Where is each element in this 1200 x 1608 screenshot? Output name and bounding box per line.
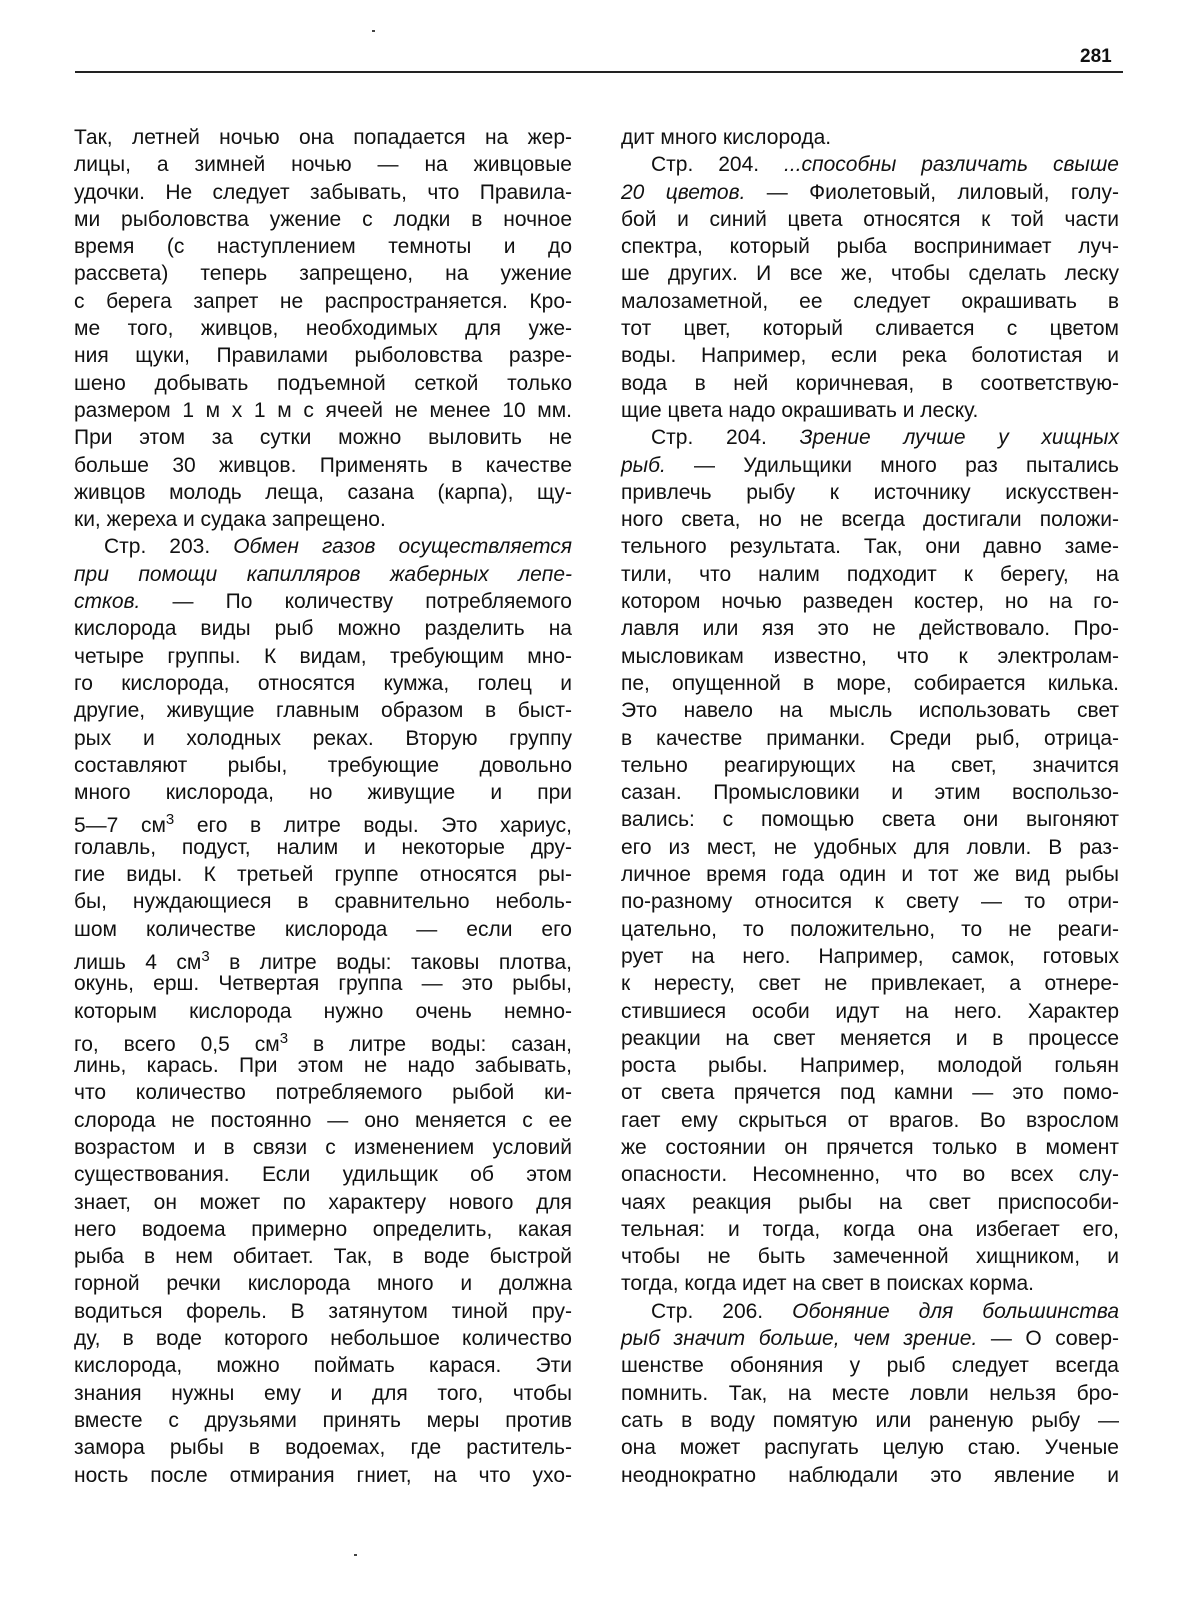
- text-line: [621, 643, 1119, 670]
- text-line: [74, 970, 572, 997]
- text-line: [74, 779, 572, 806]
- text-line: [74, 916, 572, 943]
- text-line: [621, 998, 1119, 1025]
- text-run: вались: с помощью света они выгоняют: [621, 808, 1119, 831]
- text-run: гие виды. К третьей группе относятся ры-: [74, 863, 572, 886]
- text-run: воды. Например, если река болотистая и: [621, 344, 1119, 367]
- header-rule: [75, 71, 1123, 73]
- text-line: [74, 452, 572, 479]
- text-run: по-разному относится к свету — то отри-: [621, 890, 1119, 913]
- text-line: [621, 233, 1119, 260]
- text-line: [74, 1079, 572, 1106]
- text-run: ния щуки, Правилами рыболовства разре-: [74, 344, 572, 367]
- text-line: [74, 806, 572, 833]
- text-line: [621, 1407, 1119, 1434]
- italic-heading: Обоняние для большинства: [792, 1300, 1119, 1323]
- text-line: [621, 806, 1119, 833]
- text-line: [621, 1462, 1119, 1489]
- text-line: [74, 315, 572, 342]
- text-run: окунь, ерш. Четвертая группа — это рыбы,: [74, 972, 572, 995]
- text-run: — Удильщики много раз пытались: [666, 454, 1119, 477]
- text-line: [74, 697, 572, 724]
- text-run: лицы, а зимней ночью — на живцовые: [74, 153, 572, 176]
- italic-heading: ...способны различать свыше: [784, 153, 1119, 176]
- text-run: щие цвета надо окрашивать и леску.: [621, 399, 978, 422]
- text-line: [74, 1298, 572, 1325]
- text-line: [621, 370, 1119, 397]
- text-run: знания нужны ему и для того, чтобы: [74, 1382, 572, 1405]
- text-run: линь, карась. При этом не надо забывать,: [74, 1054, 572, 1077]
- text-line: [74, 643, 572, 670]
- text-line: [621, 452, 1119, 479]
- text-run: кислорода, можно поймать карася. Эти: [74, 1354, 572, 1377]
- text-line: [74, 1462, 572, 1489]
- italic-heading: Зрение лучше у хищных: [800, 426, 1119, 449]
- text-run: Так, летней ночью она попадается на жер-: [74, 126, 572, 149]
- text-run: в качестве приманки. Среди рыб, отрица-: [621, 727, 1119, 750]
- text-run: знает, он может по характеру нового для: [74, 1191, 572, 1214]
- text-run: ность после отмирания гниет, на что ухо-: [74, 1464, 572, 1487]
- text-run: дит много кислорода.: [621, 126, 831, 149]
- text-run: Это навело на мысль использовать свет: [621, 699, 1119, 722]
- text-line: [621, 588, 1119, 615]
- text-run: — По количеству потребляемого: [140, 590, 572, 613]
- scan-speck: [372, 30, 375, 32]
- text-run: Стр. 204.: [651, 426, 800, 449]
- text-run: замора рыбы в водоемах, где раститель-: [74, 1436, 572, 1459]
- italic-heading: Обмен газов осуществляется: [233, 535, 572, 558]
- text-run: ду, в воде которого небольшое количество: [74, 1327, 572, 1350]
- text-run: — Фиолетовый, лиловый, голу-: [745, 181, 1119, 204]
- text-line: [621, 288, 1119, 315]
- text-run: Стр. 203.: [104, 535, 233, 558]
- text-line: [74, 752, 572, 779]
- text-run: к нересту, свет не привлекает, а отнере-: [621, 972, 1119, 995]
- text-run: рует на него. Например, самок, готовых: [621, 945, 1119, 968]
- text-line: [621, 1434, 1119, 1461]
- text-run: ше других. И все же, чтобы сделать леску: [621, 262, 1119, 285]
- text-line: [621, 1298, 1119, 1325]
- scan-speck: [354, 1554, 357, 1556]
- text-run: него водоема примерно определить, какая: [74, 1218, 572, 1241]
- text-line: [621, 670, 1119, 697]
- text-line: [74, 397, 572, 424]
- text-run: Стр. 204.: [651, 153, 784, 176]
- text-run: роста рыбы. Например, молодой гольян: [621, 1054, 1119, 1077]
- text-run: чаях реакция рыбы на свет приспособи-: [621, 1191, 1119, 1214]
- text-run: лавля или язя это не действовало. Про-: [621, 617, 1119, 640]
- text-line: [74, 124, 572, 151]
- text-line: [621, 1216, 1119, 1243]
- text-run: личное время года один и тот же вид рыбы: [621, 863, 1119, 886]
- text-line: [621, 779, 1119, 806]
- text-run: привлечь рыбу к источнику искусствен-: [621, 481, 1119, 504]
- text-run: тельно реагирующих на свет, значится: [621, 754, 1119, 777]
- text-line: [74, 1243, 572, 1270]
- text-line: [621, 1052, 1119, 1079]
- text-line: [74, 260, 572, 287]
- text-line: [74, 1434, 572, 1461]
- text-line: [74, 342, 572, 369]
- text-run: тогда, когда идет на свет в поисках корма.: [621, 1272, 1034, 1295]
- text-line: [74, 1134, 572, 1161]
- text-line: [74, 888, 572, 915]
- text-line: [621, 1325, 1119, 1352]
- text-run: го кислорода, относятся кумжа, голец и: [74, 672, 572, 695]
- text-line: [621, 479, 1119, 506]
- text-run: его в литре воды. Это хариус,: [174, 814, 572, 837]
- italic-heading: рыб значит больше, чем зрение.: [621, 1327, 977, 1350]
- text-line: [621, 506, 1119, 533]
- text-line: [74, 561, 572, 588]
- text-run: неоднократно наблюдали это явление и: [621, 1464, 1119, 1487]
- text-line: [74, 1325, 572, 1352]
- text-line: [621, 834, 1119, 861]
- text-line: [621, 725, 1119, 752]
- text-run: чтобы не быть замеченной хищником, и: [621, 1245, 1119, 1268]
- text-line: [74, 615, 572, 642]
- text-run: что количество потребляемого рыбой ки-: [74, 1081, 572, 1104]
- text-line: [74, 288, 572, 315]
- text-run: малозаметной, ее следует окрашивать в: [621, 290, 1119, 313]
- text-run: го, всего 0,5 см: [74, 1033, 280, 1056]
- right-column: [621, 124, 1119, 1489]
- text-run: больше 30 живцов. Применять в качестве: [74, 454, 572, 477]
- text-run: мысловикам известно, что к электролам-: [621, 645, 1119, 668]
- text-run: живцов молодь леща, сазана (карпа), щу-: [74, 481, 572, 504]
- text-line: [74, 206, 572, 233]
- left-column: [74, 124, 572, 1489]
- text-line: [621, 1270, 1119, 1297]
- text-run: же состоянии он прячется только в момент: [621, 1136, 1119, 1159]
- text-run: с берега запрет не распространяется. Кро-: [74, 290, 572, 313]
- text-line: [621, 861, 1119, 888]
- text-run: много кислорода, но живущие и при: [74, 781, 572, 804]
- text-run: 5—7 см: [74, 814, 166, 837]
- text-line: [621, 1352, 1119, 1379]
- text-run: которым кислорода нужно очень немно-: [74, 1000, 572, 1023]
- text-line: [74, 1189, 572, 1216]
- text-run: вместе с друзьями принять меры против: [74, 1409, 572, 1432]
- text-run: слорода не постоянно — оно меняется с ее: [74, 1109, 572, 1132]
- page-number: 281: [1080, 46, 1112, 68]
- text-run: шенстве обоняния у рыб следует всегда: [621, 1354, 1119, 1377]
- text-line: [621, 179, 1119, 206]
- text-run: удочки. Не следует забывать, что Правила-: [74, 181, 572, 204]
- text-line: [621, 151, 1119, 178]
- text-line: [74, 1107, 572, 1134]
- text-line: [621, 397, 1119, 424]
- text-run: водиться форель. В затянутом тиной пру-: [74, 1300, 572, 1323]
- text-line: [74, 506, 572, 533]
- text-run: котором ночью разведен костер, но на го-: [621, 590, 1119, 613]
- text-run: горной речки кислорода много и должна: [74, 1272, 572, 1295]
- text-run: стившиеся особи идут на него. Характер: [621, 1000, 1119, 1023]
- text-line: [621, 1380, 1119, 1407]
- text-run: тельного результата. Так, они давно заме-: [621, 535, 1119, 558]
- text-run: размером 1 м х 1 м с ячеей не менее 10 мм.: [74, 399, 572, 422]
- superscript: 3: [201, 948, 209, 965]
- text-run: рассвета) теперь запрещено, на ужение: [74, 262, 572, 285]
- text-line: [621, 1134, 1119, 1161]
- text-line: [74, 179, 572, 206]
- italic-heading: рыб.: [621, 454, 666, 477]
- text-line: [74, 834, 572, 861]
- text-line: [621, 260, 1119, 287]
- text-line: [621, 206, 1119, 233]
- italic-heading: стков.: [74, 590, 140, 613]
- text-line: [621, 1079, 1119, 1106]
- text-run: возрастом и в связи с изменением условий: [74, 1136, 572, 1159]
- text-line: [74, 670, 572, 697]
- italic-heading: 20 цветов.: [621, 181, 745, 204]
- text-run: сать в воду помятую или раненую рыбу —: [621, 1409, 1119, 1432]
- text-line: [74, 861, 572, 888]
- text-run: кислорода виды рыб можно разделить на: [74, 617, 572, 640]
- text-line: [74, 1161, 572, 1188]
- text-line: [621, 752, 1119, 779]
- text-line: [74, 725, 572, 752]
- text-run: голавль, подуст, налим и некоторые дру-: [74, 836, 572, 859]
- text-line: [74, 1380, 572, 1407]
- text-line: [621, 615, 1119, 642]
- text-run: шено добывать подъемной сеткой только: [74, 372, 572, 395]
- text-run: сазан. Промысловики и этим воспользо-: [621, 781, 1119, 804]
- text-run: она может распугать целую стаю. Ученые: [621, 1436, 1119, 1459]
- text-run: Стр. 206.: [651, 1300, 792, 1323]
- text-line: [621, 342, 1119, 369]
- text-run: цательно, то положительно, то не реаги-: [621, 918, 1119, 941]
- superscript: 3: [166, 811, 174, 828]
- text-run: его из мест, не удобных для ловли. В раз-: [621, 836, 1119, 859]
- text-line: [621, 1107, 1119, 1134]
- italic-heading: при помощи капилляров жаберных лепе-: [74, 563, 572, 586]
- text-run: время (с наступлением темноты и до: [74, 235, 572, 258]
- text-line: [621, 970, 1119, 997]
- text-line: [621, 1161, 1119, 1188]
- text-line: [74, 1407, 572, 1434]
- text-line: [621, 315, 1119, 342]
- superscript: 3: [280, 1030, 288, 1047]
- text-run: шом количестве кислорода — если его: [74, 918, 572, 941]
- text-line: [621, 697, 1119, 724]
- text-run: гает ему скрыться от врагов. Во взрослом: [621, 1109, 1119, 1132]
- text-line: [74, 233, 572, 260]
- text-run: реакции на свет меняется и в процессе: [621, 1027, 1119, 1050]
- text-line: [621, 1243, 1119, 1270]
- text-run: помнить. Так, на месте ловли нельзя бро-: [621, 1382, 1119, 1405]
- text-line: [74, 533, 572, 560]
- text-run: тельная: и тогда, когда она избегает его,: [621, 1218, 1119, 1241]
- text-line: [74, 1052, 572, 1079]
- text-run: тот цвет, который сливается с цветом: [621, 317, 1119, 340]
- text-line: [621, 888, 1119, 915]
- text-line: [621, 533, 1119, 560]
- text-line: [74, 1216, 572, 1243]
- text-run: При этом за сутки можно выловить не: [74, 426, 572, 449]
- text-run: ного света, но не всегда достигали положи-: [621, 508, 1119, 531]
- text-run: спектра, который рыба воспринимает луч-: [621, 235, 1119, 258]
- text-line: [74, 943, 572, 970]
- text-run: бы, нуждающиеся в сравнительно неболь-: [74, 890, 572, 913]
- text-line: [621, 1189, 1119, 1216]
- text-line: [621, 916, 1119, 943]
- text-run: существования. Если удильщик об этом: [74, 1163, 572, 1186]
- text-line: [621, 943, 1119, 970]
- text-line: [621, 124, 1119, 151]
- text-run: — О совер-: [977, 1327, 1119, 1350]
- text-line: [621, 1025, 1119, 1052]
- text-run: от света прячется под камни — это помо-: [621, 1081, 1119, 1104]
- text-run: рых и холодных реках. Вторую группу: [74, 727, 572, 750]
- text-run: в литре воды: таковы плотва,: [210, 951, 572, 974]
- text-line: [74, 424, 572, 451]
- text-run: опасности. Несомненно, что во всех слу-: [621, 1163, 1119, 1186]
- text-line: [74, 998, 572, 1025]
- text-run: составляют рыбы, требующие довольно: [74, 754, 572, 777]
- text-line: [74, 1025, 572, 1052]
- text-line: [74, 370, 572, 397]
- text-run: рыба в нем обитает. Так, в воде быстрой: [74, 1245, 572, 1268]
- text-line: [74, 588, 572, 615]
- text-line: [74, 1270, 572, 1297]
- text-run: четыре группы. К видам, требующим мно-: [74, 645, 572, 668]
- text-run: тили, что налим подходит к берегу, на: [621, 563, 1119, 586]
- text-run: лишь 4 см: [74, 951, 201, 974]
- text-run: пе, опущенной в море, собирается килька.: [621, 672, 1119, 695]
- text-run: ме того, живцов, необходимых для уже-: [74, 317, 572, 340]
- text-line: [621, 424, 1119, 451]
- text-line: [74, 479, 572, 506]
- text-run: ми рыболовства ужение с лодки в ночное: [74, 208, 572, 231]
- text-line: [74, 1352, 572, 1379]
- text-run: вода в ней коричневая, в соответствую-: [621, 372, 1119, 395]
- text-run: в литре воды: сазан,: [288, 1033, 572, 1056]
- text-line: [621, 561, 1119, 588]
- text-line: [74, 151, 572, 178]
- text-run: другие, живущие главным образом в быст-: [74, 699, 572, 722]
- text-run: бой и синий цвета относятся к той части: [621, 208, 1119, 231]
- text-run: ки, жереха и судака запрещено.: [74, 508, 386, 531]
